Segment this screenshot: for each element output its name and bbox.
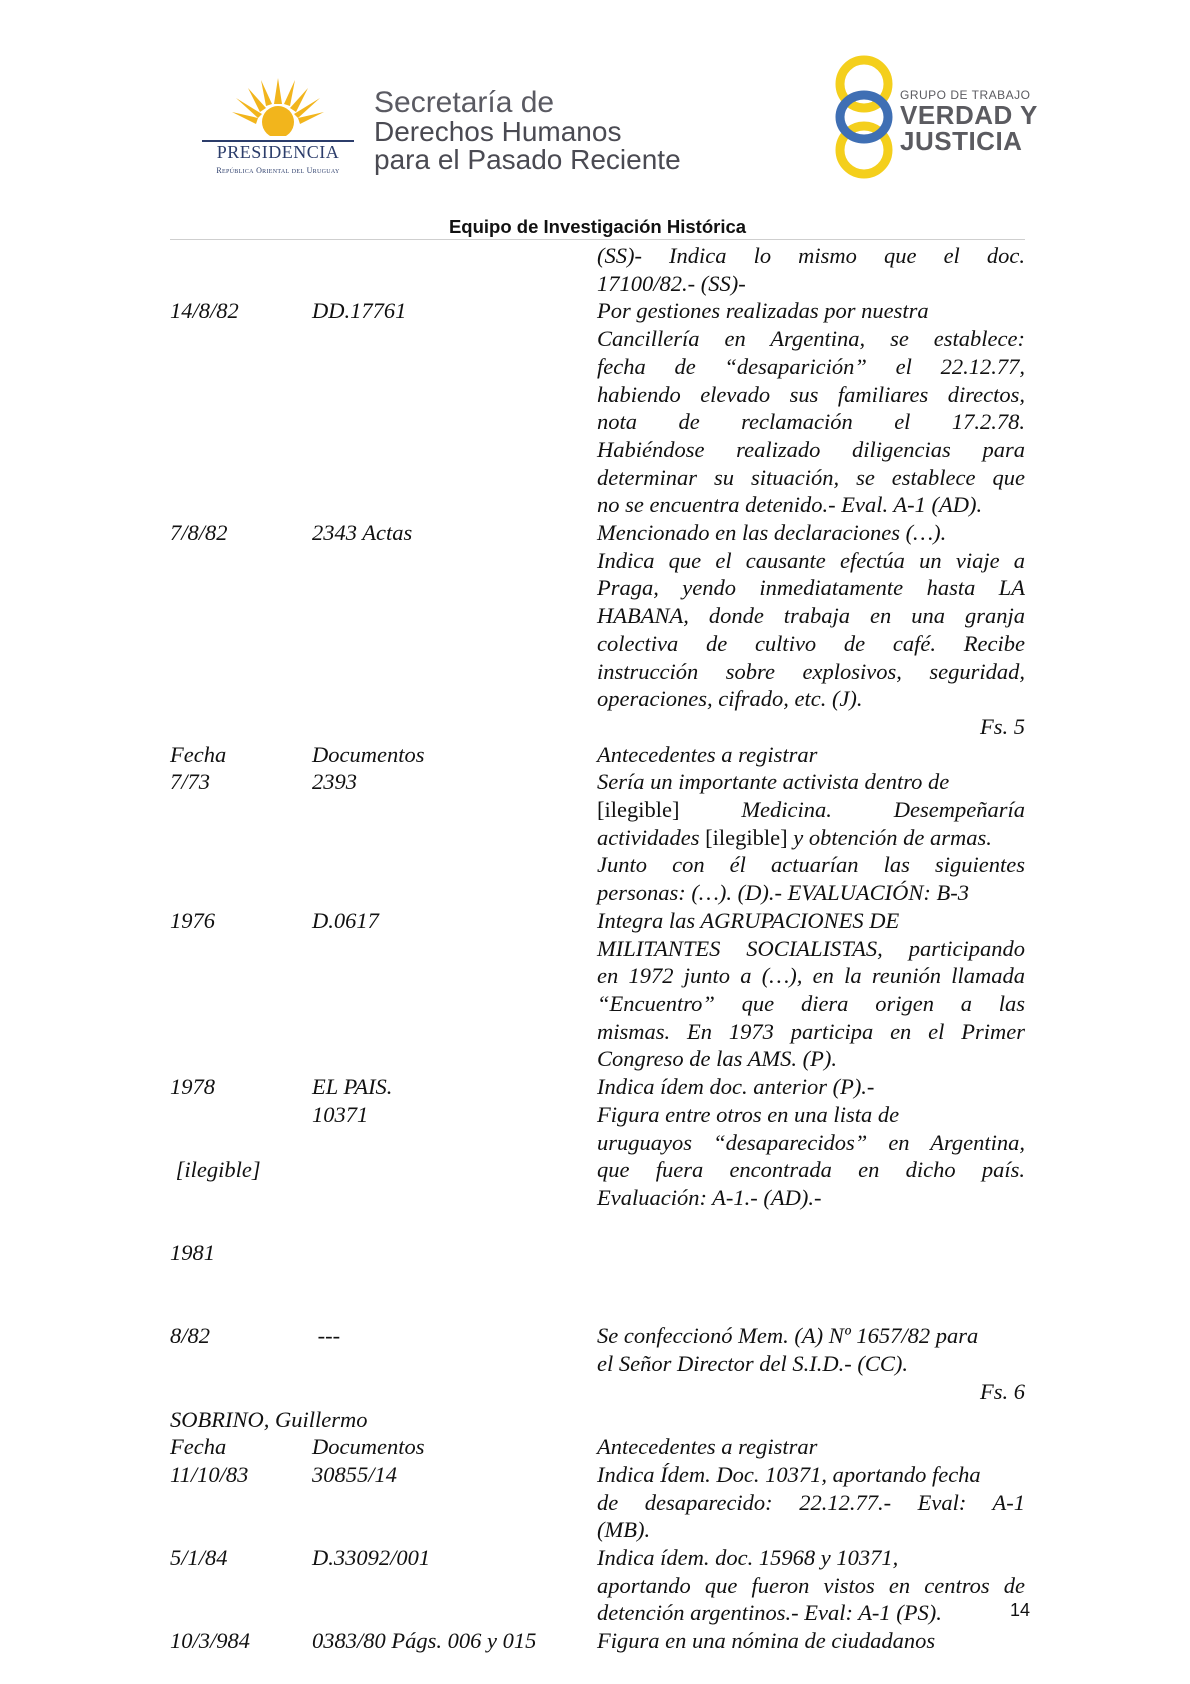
text-line: Congreso de las AMS. (P).: [597, 1046, 837, 1072]
antecedentes-cell: [597, 1101, 1025, 1323]
documento-cell: 2343 Actas: [312, 520, 413, 546]
text-line: que fuera encontrada en dicho país.: [597, 1157, 1025, 1183]
documento-cell: 10371: [312, 1101, 369, 1127]
fecha-cell: [170, 242, 312, 297]
text-line: no se encuentra detenido.- Eval. A-1 (AD).: [597, 492, 983, 518]
fecha-cell: 7/73: [170, 769, 211, 795]
antecedentes-cell: [597, 1461, 1025, 1544]
table-row: [170, 519, 1025, 713]
page-header: [0, 0, 1190, 237]
fecha-cell: 8/82: [170, 1323, 211, 1349]
text-line: Sería un importante activista dentro de: [597, 769, 950, 795]
secretaria-line-1: Secretaría de: [374, 86, 555, 119]
text-line: aportando que fueron vistos en centros de: [597, 1572, 1025, 1598]
text-line: “Encuentro” que diera origen a las: [597, 990, 1025, 1016]
text-line: instrucción sobre explosivos, seguridad,: [597, 658, 1025, 684]
text-line: Mencionado en las declaraciones (…).: [597, 520, 947, 546]
text-line: HABANA, donde trabaja en una granja: [597, 603, 1025, 629]
documento-cell: DD.17761: [312, 298, 407, 324]
antecedentes-header: Antecedentes a registrar: [597, 741, 818, 767]
section-title: Equipo de Investigación Histórica: [448, 216, 747, 237]
secretaria-line-3: para el Pasado Reciente: [374, 144, 681, 175]
text-line: 17100/82.- (SS)-: [597, 270, 746, 296]
fecha-cell: 1976: [170, 907, 215, 933]
text-line: uruguayos “desaparecidos” en Argentina,: [597, 1129, 1025, 1155]
gt-line-2: VERDAD Y: [900, 100, 1038, 130]
antecedentes-cell: [597, 242, 1025, 297]
presidencia-label: PRESIDENCIA: [216, 142, 340, 162]
text-line: Integra las AGRUPACIONES DE: [597, 907, 900, 933]
table-header-row: [170, 1433, 1025, 1461]
text-line: colectiva de cultivo de café. Recibe: [597, 630, 1025, 656]
text-line: Praga, yendo inmediatamente hasta LA: [597, 575, 1025, 601]
documento-cell: D.0617: [312, 907, 379, 933]
text-line: el Señor Director del S.I.D.- (CC).: [597, 1351, 908, 1377]
fecha-cell: 11/10/83: [170, 1461, 249, 1487]
text-fragment: Medicina.: [741, 797, 832, 823]
fecha-cell: 14/8/82: [170, 298, 239, 324]
table-row: [170, 1461, 1025, 1544]
antecedentes-cell: [597, 297, 1025, 519]
text-fragment: Desempeñaría: [893, 797, 1025, 823]
documento-cell: 0383/80 Págs. 006 y 015: [312, 1628, 537, 1654]
table-row: [170, 1101, 1025, 1323]
antecedentes-cell: [597, 907, 1025, 1073]
antecedentes-cell: [597, 1544, 1025, 1627]
table-row: [170, 1073, 1025, 1101]
document-body: [170, 242, 1025, 1655]
person-name-row: [170, 1406, 1025, 1434]
table-row: [170, 242, 1025, 297]
antecedentes-header: Antecedentes a registrar: [597, 1434, 818, 1460]
folio-label: Fs. 6: [980, 1378, 1025, 1404]
text-line: mismas. En 1973 participa en el Primer: [597, 1018, 1025, 1044]
text-line: Habiéndose realizado diligencias para: [597, 436, 1025, 462]
folio-row: [170, 1378, 1025, 1406]
documento-cell: ---: [312, 1323, 341, 1349]
text-line: Evaluación: A-1.- (AD).-: [597, 1184, 822, 1210]
text-line: Junto con él actuarían las siguientes: [597, 852, 1025, 878]
text-line: Indica ídem doc. anterior (P).-: [597, 1074, 875, 1100]
text-line: (MB).: [597, 1517, 651, 1543]
documentos-header: Documentos: [312, 1434, 425, 1460]
text-fragment: actividades: [597, 824, 706, 850]
text-line: [597, 824, 1025, 852]
table-row: [170, 1544, 1025, 1627]
fecha-header: Fecha: [170, 741, 227, 767]
header-rule: [170, 239, 1025, 240]
fecha-header: Fecha: [170, 1434, 227, 1460]
sun-icon: [228, 78, 328, 142]
text-line: Cancillería en Argentina, se establece:: [597, 326, 1025, 352]
text-line: Indica que el causante efectúa un viaje a: [597, 547, 1025, 573]
table-header-row: [170, 741, 1025, 769]
text-line: fecha de “desaparición” el 22.12.77,: [597, 353, 1025, 379]
text-line: Se confeccionó Mem. (A) Nº 1657/82 para: [597, 1323, 979, 1349]
table-row: [170, 907, 1025, 1073]
documento-cell: 30855/14: [312, 1461, 398, 1487]
documentos-header: Documentos: [312, 741, 425, 767]
table-row: [170, 297, 1025, 519]
fecha-line: [ilegible]: [170, 1157, 261, 1183]
text-line: Indica ídem. doc. 15968 y 10371,: [597, 1545, 899, 1571]
text-line: operaciones, cifrado, etc. (J).: [597, 686, 863, 712]
antecedentes-cell: [597, 768, 1025, 907]
fecha-cell: 1978: [170, 1074, 215, 1100]
gt-line-1: GRUPO DE TRABAJO: [900, 88, 1031, 102]
text-line: detención argentinos.- Eval: A-1 (PS).: [597, 1600, 942, 1626]
documento-cell: EL PAIS.: [312, 1074, 393, 1100]
text-line: en 1972 junto a (…), en la reunión llamada: [597, 963, 1025, 989]
person-name: SOBRINO, Guillermo: [170, 1406, 368, 1432]
text-line: (SS)- Indica lo mismo que el doc.: [597, 243, 1025, 268]
folio-label: Fs. 5: [980, 713, 1025, 739]
table-row: [170, 1627, 1025, 1655]
text-line: determinar su situación, se establece que: [597, 464, 1025, 490]
folio-row: [170, 713, 1025, 741]
antecedentes-cell: [597, 1627, 1025, 1655]
documento-cell: [312, 242, 597, 297]
antecedentes-cell: [597, 1322, 1025, 1377]
text-line: Indica Ídem. Doc. 10371, aportando fecha: [597, 1461, 981, 1487]
secretaria-line-2: Derechos Humanos: [374, 116, 622, 147]
illegible-mark: [ilegible]: [597, 797, 680, 823]
fecha-cell: 5/1/84: [170, 1545, 228, 1571]
table-row: [170, 1322, 1025, 1377]
documento-cell: 2393: [312, 769, 357, 795]
text-fragment: y obtención de armas.: [787, 824, 992, 850]
fecha-line: 1981: [170, 1240, 215, 1266]
text-line: [597, 796, 1025, 824]
text-line: Por gestiones realizadas por nuestra: [597, 298, 929, 324]
text-line: MILITANTES SOCIALISTAS, participando: [597, 935, 1025, 961]
text-line: personas: (…). (D).- EVALUACIÓN: B-3: [597, 880, 970, 906]
table-row: [170, 768, 1025, 907]
presidencia-logo: [198, 78, 358, 178]
gt-line-3: JUSTICIA: [900, 126, 1023, 156]
illegible-mark: [ilegible]: [705, 824, 788, 850]
secretaria-logo-text: [374, 88, 734, 174]
antecedentes-cell: [597, 519, 1025, 713]
text-line: habiendo elevado sus familiares directos,: [597, 381, 1025, 407]
gt-logo-text: [900, 88, 1038, 154]
fecha-cell: [170, 1101, 312, 1323]
presidencia-sublabel: República Oriental del Uruguay: [216, 166, 340, 175]
page-number: 14: [1009, 1600, 1030, 1620]
fecha-cell: 10/3/984: [170, 1628, 251, 1654]
text-line: de desaparecido: 22.12.77.- Eval: A-1: [597, 1489, 1025, 1515]
fecha-cell: 7/8/82: [170, 520, 228, 546]
text-line: Figura en una nómina de ciudadanos: [597, 1628, 936, 1654]
text-line: nota de reclamación el 17.2.78.: [597, 409, 1025, 435]
documento-cell: D.33092/001: [312, 1545, 431, 1571]
text-line: Figura entre otros en una lista de: [597, 1101, 900, 1127]
antecedentes-cell: [597, 1073, 1025, 1101]
